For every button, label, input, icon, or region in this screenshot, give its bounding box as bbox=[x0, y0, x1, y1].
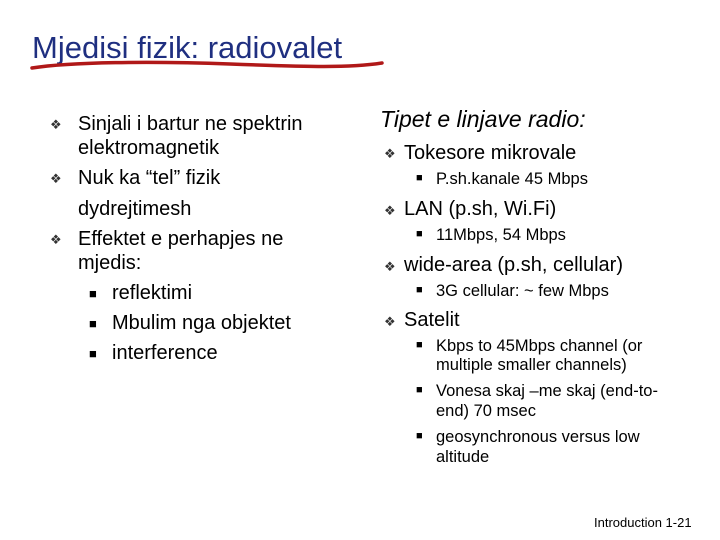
right-item-3: wide-area (p.sh, cellular) bbox=[404, 254, 623, 276]
diamond-bullet-icon: ❖ bbox=[50, 117, 62, 132]
left-subitem-1: reflektimi bbox=[112, 282, 193, 304]
square-bullet-icon: ■ bbox=[416, 430, 423, 442]
square-bullet-icon: ■ bbox=[89, 286, 97, 301]
square-bullet-icon: ■ bbox=[89, 346, 97, 361]
right-item-2-sub-1: 11Mbps, 54 Mbps bbox=[436, 226, 566, 244]
diamond-bullet-icon: ❖ bbox=[384, 146, 396, 161]
right-heading: Tipet e linjave radio: bbox=[380, 106, 586, 132]
left-bullet-2-line-2: dydrejtimesh bbox=[78, 198, 192, 220]
diamond-bullet-icon: ❖ bbox=[50, 232, 62, 247]
right-item-3-sub-1: 3G cellular: ~ few Mbps bbox=[436, 282, 609, 300]
left-subitem-3: interference bbox=[112, 342, 218, 364]
left-bullet-3-line-2: mjedis: bbox=[78, 252, 142, 274]
square-bullet-icon: ■ bbox=[89, 316, 97, 331]
slide-footer: Introduction 1-21 bbox=[594, 515, 692, 530]
diamond-bullet-icon: ❖ bbox=[384, 259, 396, 274]
right-item-4: Satelit bbox=[404, 309, 460, 331]
right-item-1: Tokesore mikrovale bbox=[404, 142, 577, 164]
square-bullet-icon: ■ bbox=[416, 228, 423, 240]
left-bullet-3-line-1: Effektet e perhapjes ne bbox=[78, 228, 284, 250]
left-bullet-1-line-2: elektromagnetik bbox=[78, 137, 220, 159]
title-underline bbox=[30, 56, 390, 76]
right-item-4-sub-3-line-2: altitude bbox=[436, 448, 490, 466]
left-bullet-2-line-1: Nuk ka “tel” fizik bbox=[78, 167, 221, 189]
square-bullet-icon: ■ bbox=[416, 339, 423, 351]
diamond-bullet-icon: ❖ bbox=[384, 203, 396, 218]
square-bullet-icon: ■ bbox=[416, 384, 423, 396]
right-item-4-sub-3-line-1: geosynchronous versus low bbox=[436, 428, 640, 446]
diamond-bullet-icon: ❖ bbox=[384, 314, 396, 329]
square-bullet-icon: ■ bbox=[416, 284, 423, 296]
left-bullet-1-line-1: Sinjali i bartur ne spektrin bbox=[78, 113, 303, 135]
slide-title: Mjedisi fizik: radiovalet bbox=[32, 30, 343, 65]
right-item-4-sub-1-line-1: Kbps to 45Mbps channel (or bbox=[436, 337, 643, 355]
right-item-4-sub-2-line-1: Vonesa skaj –me skaj (end-to- bbox=[436, 382, 658, 400]
right-item-2: LAN (p.sh, Wi.Fi) bbox=[404, 198, 557, 220]
right-item-1-sub-1: P.sh.kanale 45 Mbps bbox=[436, 170, 588, 188]
left-subitem-2: Mbulim nga objektet bbox=[112, 312, 291, 334]
right-item-4-sub-2-line-2: end) 70 msec bbox=[436, 402, 536, 420]
square-bullet-icon: ■ bbox=[416, 172, 423, 184]
right-item-4-sub-1-line-2: multiple smaller channels) bbox=[436, 356, 627, 374]
diamond-bullet-icon: ❖ bbox=[50, 171, 62, 186]
